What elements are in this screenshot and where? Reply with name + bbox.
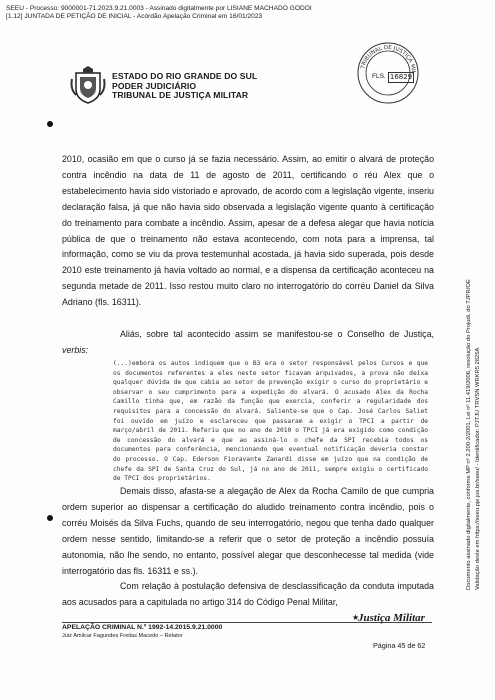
stamp-page-number: 16829 <box>389 73 413 81</box>
justica-militar-logo: Justiça Militar <box>358 612 425 624</box>
verbis-label: verbis: <box>62 344 89 355</box>
institution-court: TRIBUNAL DE JUSTIÇA MILITAR <box>112 90 249 101</box>
institution-state: ESTADO DO RIO GRANDE DO SUL <box>112 71 258 81</box>
block-quote: (...)embora os autos indiquem que o B3 era o setor responsável pelos Cursos e que os documentos referentes a eles neste setor ficavam arquivados, a prova não deixa qualquer dúvida de que cabia ao setor de prevenção exigir o curso do proprietário e observar o seu cumprimento para a expedição do alvará. O acusado Alex da Rocha Camillo tinha que, em razão da função que exercia, conferir a regularidade dos requisitos para a concessão do alvará. Saliente-se que o Cap. José Carlos Saliet foi ouvido em juízo e esclareceu que passaram a exigir o TPCI a partir de março/abril de 2011. Referiu que no ano de 2010 o TPCI já era exigido como condição de concessão do alvará e que ao assiná-lo o chefe da SPI recebia todos os documentos para conferência, mencionando que eventual notificação deveria constar do processo. O Cap. Ederson Fioravante Zanardi disse em juízo que na condição de chefe da SPI de Santa Cruz do Sul, já no ano de 2011, sempre exigiu o certificado de TPCI dos proprietários. <box>113 360 428 483</box>
punch-hole-top <box>47 121 53 127</box>
header-process-line: SEEU - Processo: 9000001-71.2023.9.21.0003 - Assinado digitalmente por LISIANE MACHADO GODOI <box>6 5 312 12</box>
sidebar-validation-note: Validação deste em https://seeu.pje.jus.br/seeu/ - Identificador: PJTJU TRVSN WRKR5 2825A <box>475 347 481 590</box>
footer-judge: Juiz Amilcar Fagundes Freitas Macedo – Relator <box>62 633 183 639</box>
institution-block <box>112 72 257 101</box>
punch-hole-bottom <box>47 515 53 521</box>
paragraph-4: Com relação à postulação defensiva de desclassificação da conduta imputada aos acusados para a capitulada no artigo 314 do Código Penal Militar, <box>62 581 434 607</box>
footer-case-number: APELAÇÃO CRIMINAL N.º 1992-14.2015.9.21.0000 <box>62 624 223 631</box>
sidebar-signature-note: Documento assinado digitalmente, conforme MP nº 2.200-2/2001, Lei nº 11.419/2006, resolução do Projudi, do TJPR/OE <box>466 279 472 590</box>
page-number: Página 45 de 62 <box>373 641 426 650</box>
paragraph-3: Demais disso, afasta-se a alegação de Alex da Rocha Camilo de que cumpria ordem superior ao dispensar a certificação do aludido treinamento contra incêndio, pois o corréu Moisés da Silva Fuchs, quando de seu interrogatório, negou que tenha dado qualquer ordem nesse sentido, limitando-se a referir que o setor de proteção a incêndio possuía autonomia, não lhe sendo, no entanto, possível alegar que desconhecesse tal medida (vide interrogatório das fls. 16311 e ss.). <box>62 486 434 576</box>
state-crest-icon <box>70 65 106 105</box>
paragraph-1: 2010, ocasião em que o curso já se fazia necessário. Assim, ao emitir o alvará de proteção contra incêndio na data de 11 de agosto de 2011, certificando o réu Alex que o estabelecimento havia sido vistoriado e aprovado, de acordo com a legislação vigente, inseriu declaração falsa, já que não havia sido observada a legislação vigente quanto à certificação do treinamento para combate a incêndio. Assim, apesar de a defesa alegar que havia notícia pública de que o treinamento não estava acontecendo, com nota para a imprensa, tal informação, como se viu da prova testemunhal acostada, já havia sido superada, pois desde 2010 este treinamento já havia voltado ao normal, e a dispensa da certificação aconteceu na segunda metade de 2011. Isso restou muito claro no interrogatório do corréu Daniel da Silva Adriano (fls. 16311). <box>62 154 434 308</box>
justice-logo-icon: ★ <box>352 613 360 622</box>
svg-text:TRIBUNAL DE JUSTIÇA MILITAR: TRIBUNAL DE JUSTIÇA MIL <box>360 44 417 74</box>
paragraph-2-text: Aliás, sobre tal acontecido assim se manifestou-se o Conselho de Justiça, <box>120 329 434 339</box>
paragraph-2 <box>62 327 434 359</box>
header-juntada-line: [1.12] JUNTADA DE PETIÇÃO DE INICIAL - Acórdão Apelação Criminal em 16/01/2023 <box>6 13 263 20</box>
institution-power: PODER JUDICIÁRIO <box>112 80 197 91</box>
stamp-fls-label: FLS. <box>372 73 386 80</box>
